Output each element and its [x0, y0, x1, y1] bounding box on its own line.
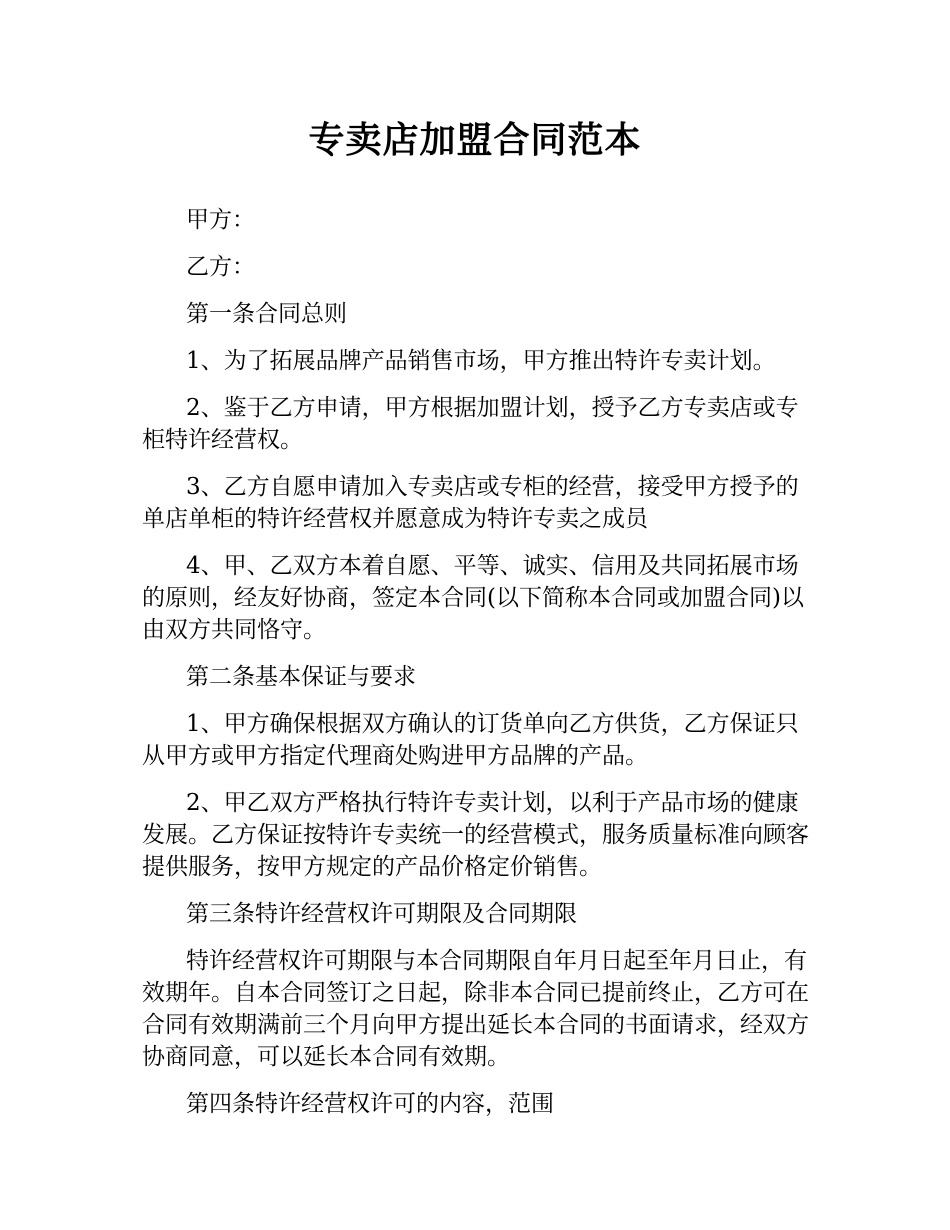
party-a-line: 甲方：: [186, 207, 255, 233]
article-1-clause-1: 1、为了拓展品牌产品销售市场，甲方推出特许专卖计划。: [186, 348, 776, 374]
document-title: 专卖店加盟合同范本: [308, 120, 642, 161]
article-3-body: 特许经营权许可期限与本合同期限自年月日起至年月日止，有效期年。自本合同签订之日起，除非本合同已提前终止，乙方可在合同有效期满前三个月向甲方提出延长本合同的书面请求，经双方协商同意，可以延长本合同有效期。: [142, 948, 809, 1070]
article-1-clause-4: 4、甲、乙双方本着自愿、平等、诚实、信用及共同拓展市场的原则，经友好协商，签定本合同(以下简称本合同或加盟合同)以由双方共同恪守。: [142, 553, 804, 643]
article-1-clause-3: 3、乙方自愿申请加入专卖店或专柜的经营，接受甲方授予的单店单柜的特许经营权并愿意成为特许专卖之成员: [142, 474, 799, 532]
article-2-clause-1: 1、甲方确保根据双方确认的订货单向乙方供货，乙方保证只从甲方或甲方指定代理商处购进甲方品牌的产品。: [142, 711, 799, 769]
party-b-line: 乙方：: [186, 254, 255, 280]
article-2-heading: 第二条基本保证与要求: [186, 664, 416, 690]
document-body: [142, 204, 812, 1135]
article-1-clause-2: 2、鉴于乙方申请，甲方根据加盟计划，授予乙方专卖店或专柜特许经营权。: [142, 395, 799, 453]
article-1-heading: 第一条合同总则: [186, 301, 347, 327]
article-3-heading: 第三条特许经营权许可期限及合同期限: [186, 901, 577, 927]
article-2-clause-2: 2、甲乙双方严格执行特许专卖计划，以利于产品市场的健康发展。乙方保证按特许专卖统一的经营模式，服务质量标准向顾客提供服务，按甲方规定的产品价格定价销售。: [142, 790, 809, 880]
article-4-heading: 第四条特许经营权许可的内容，范围: [186, 1091, 554, 1117]
